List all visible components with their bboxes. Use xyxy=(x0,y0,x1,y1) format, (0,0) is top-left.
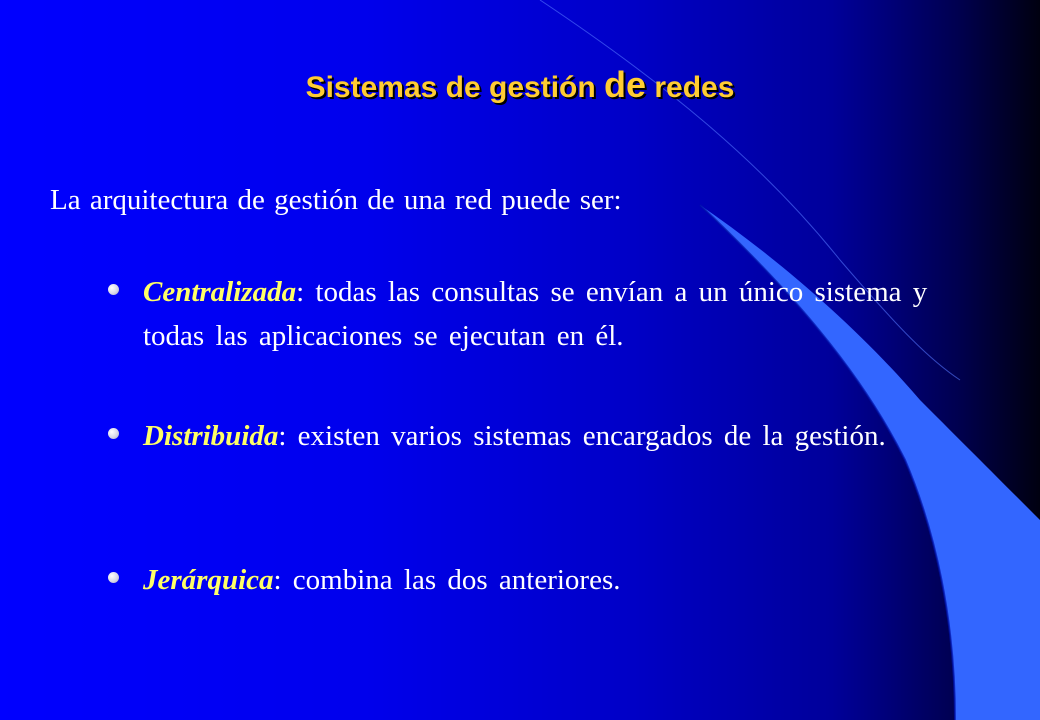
bullet-text xyxy=(143,414,963,458)
bullet-dot-icon xyxy=(108,428,119,439)
bullet-description: : combina las dos anteriores. xyxy=(273,564,621,596)
title-text-part3: redes xyxy=(646,71,735,104)
title-text-part1: Sistemas de gestión xyxy=(305,71,605,104)
bullet-term: Distribuida xyxy=(143,420,279,452)
bullet-text xyxy=(143,270,963,358)
intro-text: La arquitectura de gestión de una red puede ser: xyxy=(50,184,622,216)
bullet-description: : existen varios sistemas encargados de la gestión. xyxy=(278,420,886,452)
bullet-dot-icon xyxy=(108,284,119,295)
bullet-dot-icon xyxy=(108,572,119,583)
bullet-term: Centralizada xyxy=(143,276,297,308)
bullet-term: Jerárquica xyxy=(143,564,274,596)
bullet-text xyxy=(143,558,963,602)
bullet-description: : todas las consultas se envían a un único sistema y todas las aplicaciones se ejecutan en él. xyxy=(143,276,928,352)
title-text-part2: de xyxy=(604,64,647,105)
slide-title xyxy=(0,64,1040,106)
